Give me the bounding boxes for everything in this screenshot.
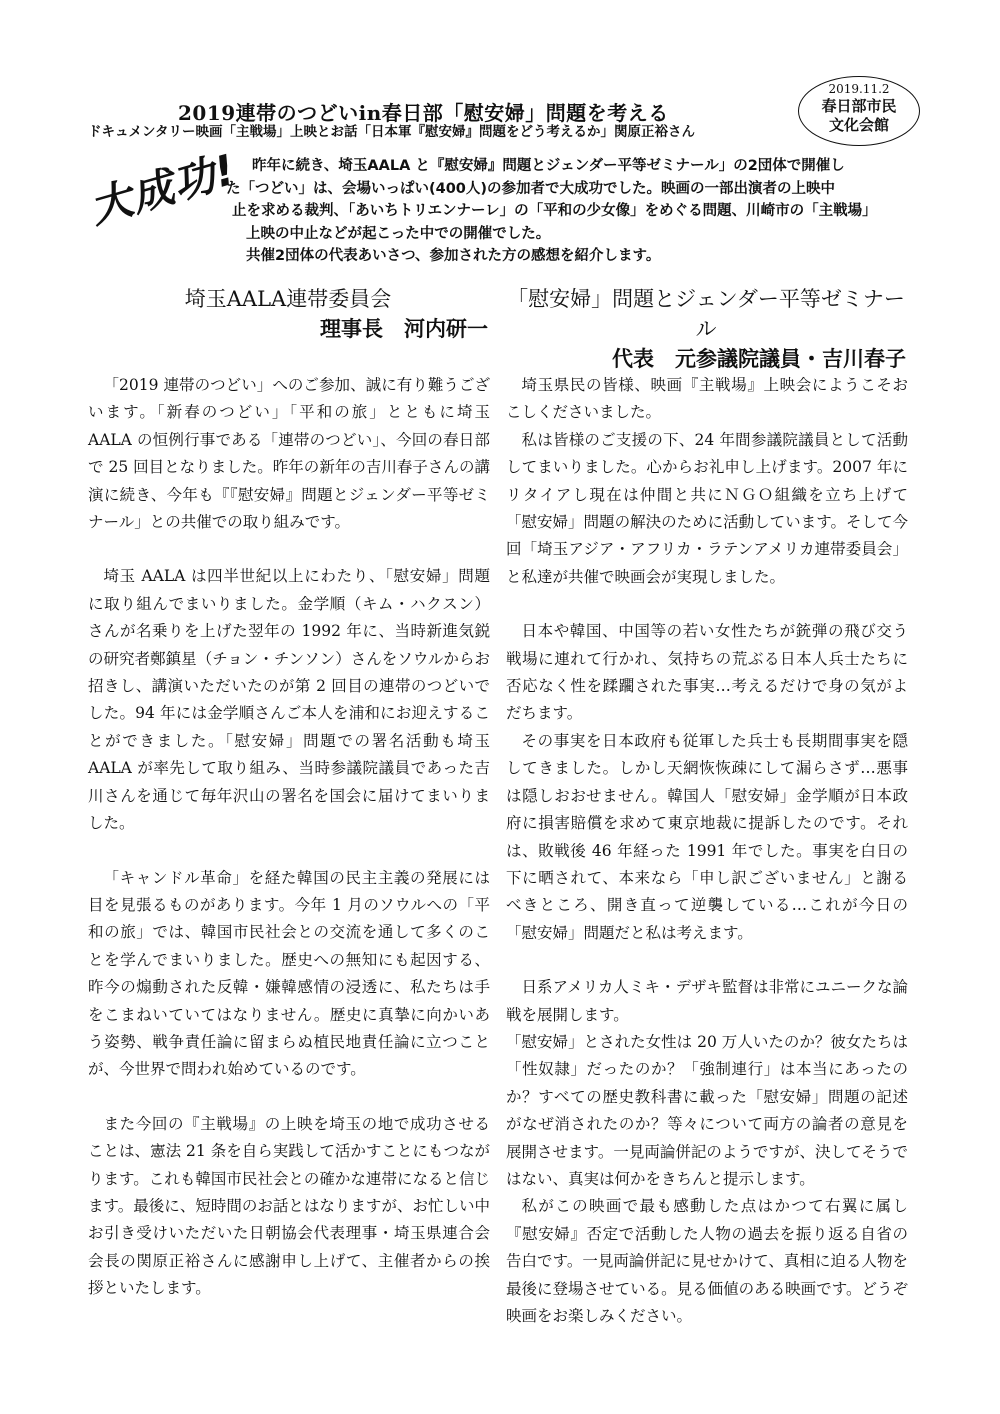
paragraph: その事実を日本政府も従軍した兵士も長期間事実を隠してきました。しかし天網恢恢疎にして漏らさず…悪事は隠しおおせません。韓国人「慰安婦」金学順が日本政府に損害賠償を求めて東京地裁に提訴したのです。それは、敗戦後 46 年経った 1991 年でした。事実を白日の下に晒されて、本来なら「申し訳ございません」と謝るべきところ、開き直って逆襲している…これが今日の「慰安婦」問題だと私は考えます。 (506, 731, 908, 942)
right-column-body (506, 372, 908, 1330)
left-representative: 理事長 河内研一 (320, 316, 488, 341)
right-representative: 代表 元参議院議員・吉川春子 (612, 346, 906, 371)
page-subtitle: ドキュメンタリー映画「主戦場」上映とお話「日本軍『慰安婦』問題をどう考えるか」関原正裕さん (88, 124, 695, 140)
paragraph: 「慰安婦」とされた女性は 20 万人いたのか？彼女たちは「性奴隷」だったのか？「強制連行」は本当にあったのか？すべての歴史教科書に載った「慰安婦」問題の記述がなぜ消されたのか？等々について両方の論者の意見を展開させます。一見両論併記のようですが、決してそうではない、真実は何かをきちんと提示します。 (506, 1032, 908, 1188)
paragraph: 私がこの映画で最も感動した点はかつて右翼に属し『慰安婦』否定で活動した人物の過去を振り返る自省の告白です。一見両論併記に見せかけて、真相に迫る人物を最後に登場させている。見る価値のある映画です。どうぞ映画をお楽しみください。 (506, 1197, 908, 1325)
right-org-name: 「慰安婦」問題とジェンダー平等ゼミナール (507, 287, 905, 341)
left-org-name: 埼玉AALA連帯委員会 (184, 287, 392, 311)
paragraph: 「キャンドル革命」を経た韓国の民主主義の発展には目を見張るものがあります。今年 1 月のソウルへの「平和の旅」では、韓国市民社会との交流を通して多くのことを学んでまいりました。歴史への無知にも起因する、昨今の煽動された反韓・嫌韓感情の浸透に、私たちは手をこまねいていてはなりません。歴史に真摯に向かいあう姿勢、戦争責任論に留まらぬ植民地責任論に立つことが、今世界で問われ始めているのです。 (88, 868, 490, 1079)
paragraph: 埼玉県民の皆様、映画『主戦場』上映会にようこそおこしくださいました。 (506, 376, 908, 422)
intro-line: た「つどい」は、会場いっぱい(400人)の参加者で大成功でした。映画の一部出演者の上映中 (226, 180, 836, 197)
paragraph: 埼玉 AALA は四半世紀以上にわたり、「慰安婦」問題に取り組んでまいりました。金学順（キム・ハクスン）さんが名乗りを上げた翌年の 1992 年に、当時新進気鋭の研究者鄭鎮星（チョン・チンソン）さんをソウルからお招きし、講演いただいたのが第 2 回目の連帯のつどいでした。94 年には金学順さんご本人を浦和にお迎えすることができました。「慰安婦」問題での署名活動も埼玉 AALA が率先して取り組み、当時参議院議員であった吉川さんを通じて毎年沢山の署名を国会に届けてまいりました。 (88, 567, 490, 833)
venue-date: 2019.11.2 (828, 82, 890, 96)
venue-badge (798, 76, 920, 146)
page-title: 2019連帯のつどいin春日部「慰安婦」問題を考える (178, 101, 669, 126)
paragraph: 日本や韓国、中国等の若い女性たちが銃弾の飛び交う戦場に連れて行かれ、気持ちの荒ぶる日本人兵士たちに否応なく性を蹂躙された事実…考えるだけで身の気がよだちます。 (506, 622, 908, 723)
venue-name-line1: 春日部市民 (821, 97, 897, 115)
intro-line: 共催2団体の代表あいさつ、参加された方の感想を紹介します。 (246, 248, 661, 264)
left-column-heading (88, 284, 488, 344)
intro-line: 上映の中止などが起こった中での開催でした。 (246, 225, 551, 242)
success-stamp: 大成功! (84, 144, 242, 233)
intro-text (226, 155, 920, 268)
paragraph: 日系アメリカ人ミキ・デザキ監督は非常にユニークな論戦を展開します。 (506, 978, 908, 1024)
left-column-body (88, 372, 490, 1303)
intro-line: 止を求める裁判、「あいちトリエンナーレ」の「平和の少女像」をめぐる問題、川崎市の「主戦場」 (232, 203, 877, 219)
intro-line: 昨年に続き、埼玉AALA と『慰安婦』問題とジェンダー平等ゼミナール」の2団体で開催し (252, 158, 845, 174)
venue-name-line2: 文化会館 (828, 116, 889, 134)
right-column-heading (506, 284, 906, 374)
paragraph: また今回の『主戦場』の上映を埼玉の地で成功させることは、憲法 21 条を自ら実践して活かすことにもつながります。これも韓国市民社会との確かな連帯になると信じます。最後に、短時間のお話とはなりますが、お忙しい中お引き受けいただいた日朝協会代表理事・埼玉県連合会会長の関原正裕さんに感謝申し上げて、主催者からの挨拶といたします。 (88, 1114, 490, 1298)
paragraph: 「2019 連帯のつどい」へのご参加、誠に有り難うございます。「新春のつどい」「平和の旅」とともに埼玉 AALA の恒例行事である「連帯のつどい」、今回の春日部で 25 回目となりました。昨年の新年の吉川春子さんの講演に続き、今年も『『慰安婦』問題とジェンダー平等ゼミナール」との共催での取り組みです。 (88, 376, 490, 532)
paragraph: 私は皆様のご支援の下、24 年間参議院議員として活動してまいりました。心からお礼申し上げます。2007 年にリタイアし現在は仲間と共にＮＧＯ組織を立ち上げて「慰安婦」問題の解決のために活動しています。そして今回「埼玉アジア・アフリカ・ラテンアメリカ連帯委員会」と私達が共催で映画会が実現しました。 (506, 430, 908, 586)
